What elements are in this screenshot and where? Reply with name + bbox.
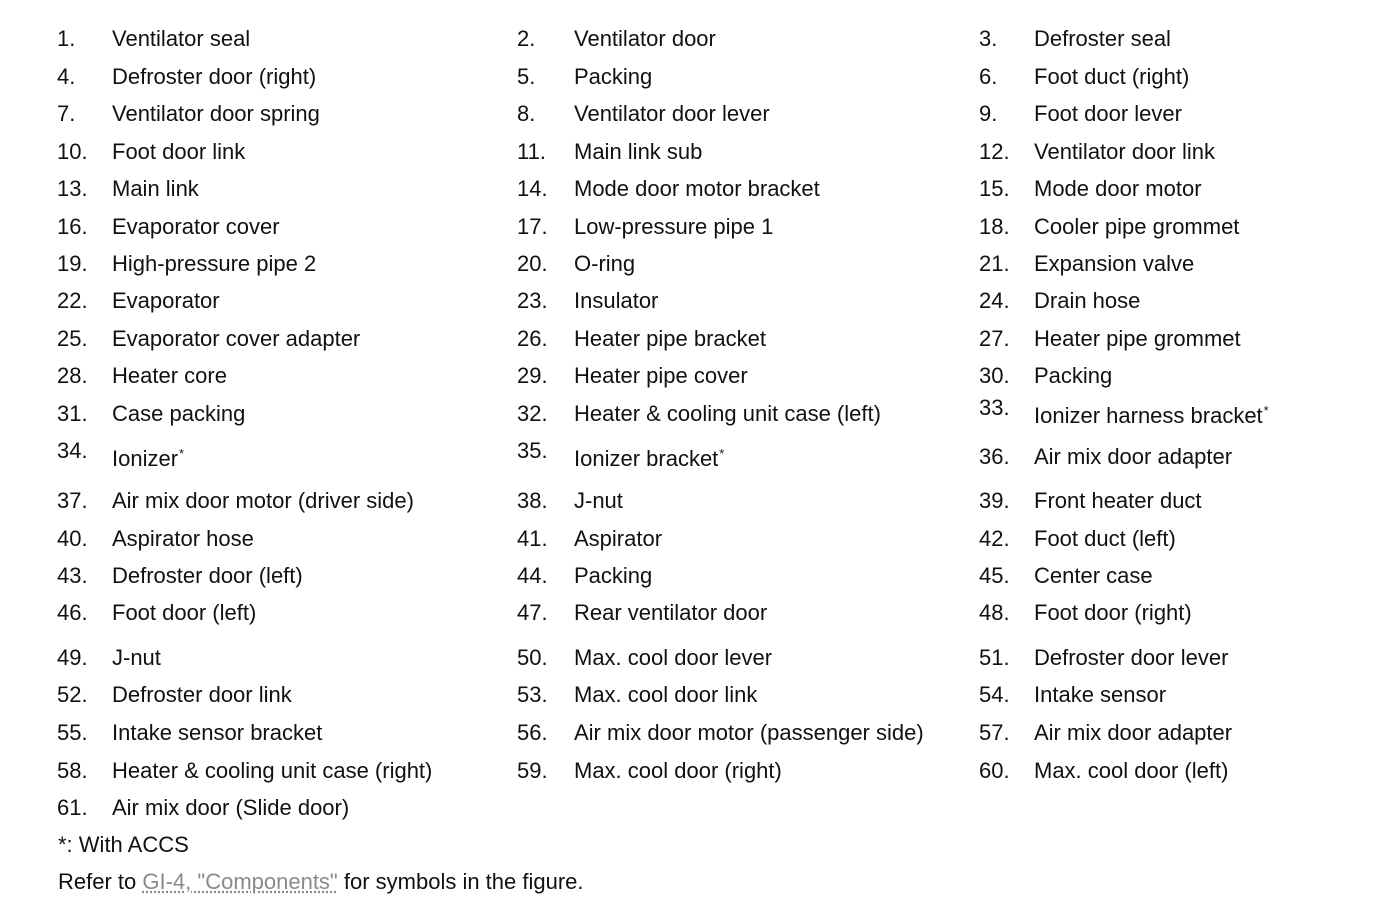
item-number: 54.: [979, 682, 1010, 707]
item-label-text: Heater pipe cover: [574, 363, 748, 388]
legend-row: [0, 756, 1376, 786]
item-label: [1034, 212, 1239, 242]
item-label-text: High-pressure pipe 2: [112, 251, 317, 276]
item-label: [574, 361, 748, 391]
item-label-text: Evaporator cover: [112, 214, 280, 239]
item-label-text: Foot door lever: [1034, 101, 1182, 126]
item-label-text: Ionizer bracket: [574, 446, 719, 471]
item-label-text: Heater & cooling unit case (right): [112, 758, 433, 783]
refer-note: [58, 867, 584, 897]
item-label-text: Ionizer harness bracket: [1034, 403, 1263, 428]
item-label: [112, 561, 303, 591]
item-label-text: Aspirator: [574, 526, 663, 551]
item-label-text: Ventilator door lever: [574, 101, 770, 126]
item-number: 59.: [517, 758, 548, 783]
item-label: [574, 137, 702, 167]
legend-row: [0, 561, 1376, 591]
item-label: [112, 62, 316, 92]
item-label-text: Intake sensor bracket: [112, 720, 323, 745]
item-label-text: Mode door motor bracket: [574, 176, 820, 201]
item-label-text: Evaporator cover adapter: [112, 326, 361, 351]
item-number: 41.: [517, 526, 548, 551]
item-label-text: Air mix door motor (passenger side): [574, 720, 924, 745]
item-label-text: Heater & cooling unit case (left): [574, 401, 881, 426]
item-label-text: Foot duct (right): [1034, 64, 1190, 89]
item-number: 14.: [517, 176, 548, 201]
item-label-text: Packing: [1034, 363, 1113, 388]
item-number: 5.: [517, 64, 536, 89]
item-label-text: Max. cool door link: [574, 682, 758, 707]
item-label-text: Defroster door (right): [112, 64, 317, 89]
refer-prefix: Refer to: [58, 869, 143, 894]
item-label-text: Center case: [1034, 563, 1153, 588]
item-label: [574, 680, 757, 710]
item-label-text: Foot door link: [112, 139, 246, 164]
item-label-text: Foot duct (left): [1034, 526, 1176, 551]
item-number: 44.: [517, 563, 548, 588]
item-number: 60.: [979, 758, 1010, 783]
item-label-text: Air mix door (Slide door): [112, 795, 350, 820]
item-label-text: Ventilator door link: [1034, 139, 1215, 164]
item-number: 18.: [979, 214, 1010, 239]
item-number: 4.: [57, 64, 76, 89]
item-label-text: J-nut: [574, 488, 623, 513]
item-label: [1034, 137, 1215, 167]
item-label: [112, 793, 349, 823]
item-label-text: Defroster seal: [1034, 26, 1171, 51]
accs-asterisk: *: [1263, 402, 1269, 418]
legend-row: [0, 438, 1376, 472]
item-label: [574, 598, 767, 628]
item-label-text: O-ring: [574, 251, 636, 276]
item-label: [574, 399, 881, 429]
refer-suffix: for symbols in the figure.: [337, 869, 584, 894]
item-number: 32.: [517, 401, 548, 426]
item-label: [574, 99, 770, 129]
legend-row: [0, 680, 1376, 710]
item-label-text: Heater pipe bracket: [574, 326, 766, 351]
item-label: [112, 524, 254, 554]
item-number: 7.: [57, 101, 76, 126]
item-label-text: Packing: [574, 563, 653, 588]
item-label: [574, 324, 766, 354]
item-number: 9.: [979, 101, 998, 126]
item-label: [1034, 643, 1228, 673]
footnote-accs: *: With ACCS: [58, 832, 189, 857]
item-label-text: Main link sub: [574, 139, 703, 164]
item-number: 6.: [979, 64, 998, 89]
item-number: 31.: [57, 401, 88, 426]
item-label: [112, 598, 256, 628]
item-number: 39.: [979, 488, 1010, 513]
legend-row: [0, 249, 1376, 279]
item-label-text: Ionizer: [112, 446, 179, 471]
legend-row: [0, 643, 1376, 673]
item-label: [1034, 598, 1192, 628]
item-label-text: Rear ventilator door: [574, 600, 768, 625]
item-number: 15.: [979, 176, 1010, 201]
item-label-text: Max. cool door (left): [1034, 758, 1229, 783]
item-number: 48.: [979, 600, 1010, 625]
item-number: 57.: [979, 720, 1010, 745]
item-number: 55.: [57, 720, 88, 745]
item-label: [112, 444, 184, 474]
item-label: [1034, 324, 1241, 354]
legend-row: [0, 524, 1376, 554]
item-label: [112, 99, 320, 129]
legend-row: [0, 486, 1376, 516]
item-number: 19.: [57, 251, 88, 276]
item-number: 56.: [517, 720, 548, 745]
item-label: [574, 249, 635, 279]
item-label: [574, 286, 658, 316]
item-label-text: Air mix door motor (driver side): [112, 488, 414, 513]
item-number: 58.: [57, 758, 88, 783]
item-label: [1034, 442, 1232, 472]
legend-row: [0, 99, 1376, 129]
legend-row: [0, 793, 1376, 823]
item-number: 26.: [517, 326, 548, 351]
accs-asterisk: *: [719, 445, 725, 461]
item-label-text: Ventilator door spring: [112, 101, 320, 126]
item-number: 47.: [517, 600, 548, 625]
item-number: 45.: [979, 563, 1010, 588]
item-label-text: Defroster door lever: [1034, 645, 1229, 670]
item-label: [1034, 756, 1228, 786]
item-label: [574, 718, 924, 748]
item-label: [1034, 361, 1112, 391]
item-label: [112, 718, 322, 748]
item-number: 2.: [517, 26, 536, 51]
legend-row: [0, 174, 1376, 204]
item-label: [112, 249, 316, 279]
item-label: [1034, 401, 1269, 431]
item-label-text: Max. cool door lever: [574, 645, 773, 670]
item-label-text: Max. cool door (right): [574, 758, 782, 783]
item-number: 40.: [57, 526, 88, 551]
item-number: 3.: [979, 26, 998, 51]
item-label-text: Packing: [574, 64, 653, 89]
legend-row: [0, 286, 1376, 316]
item-number: 46.: [57, 600, 88, 625]
item-label-text: Case packing: [112, 401, 246, 426]
item-number: 13.: [57, 176, 88, 201]
item-label: [112, 137, 245, 167]
item-number: 37.: [57, 488, 88, 513]
item-label: [1034, 486, 1202, 516]
legend-row: [0, 718, 1376, 748]
item-label: [574, 444, 724, 474]
item-label: [112, 212, 280, 242]
item-label: [1034, 680, 1166, 710]
item-number: 38.: [517, 488, 548, 513]
item-label: [112, 24, 250, 54]
item-label: [1034, 174, 1202, 204]
item-number: 21.: [979, 251, 1010, 276]
item-number: 29.: [517, 363, 548, 388]
item-label: [1034, 24, 1171, 54]
item-label: [574, 524, 662, 554]
item-label: [1034, 286, 1140, 316]
item-number: 12.: [979, 139, 1010, 164]
item-label-text: Ventilator seal: [112, 26, 251, 51]
item-number: 33.: [979, 395, 1010, 420]
item-label-text: Foot door (right): [1034, 600, 1192, 625]
item-label-text: Evaporator: [112, 288, 220, 313]
item-label-text: Heater core: [112, 363, 227, 388]
item-number: 36.: [979, 444, 1010, 469]
item-number: 20.: [517, 251, 548, 276]
legend-row: [0, 361, 1376, 391]
item-label: [1034, 524, 1176, 554]
item-label-text: Front heater duct: [1034, 488, 1202, 513]
legend-row: [0, 324, 1376, 354]
item-label-text: Main link: [112, 176, 199, 201]
item-label-text: Air mix door adapter: [1034, 444, 1233, 469]
item-number: 24.: [979, 288, 1010, 313]
legend-row: [0, 137, 1376, 167]
item-label: [1034, 249, 1194, 279]
item-number: 1.: [57, 26, 76, 51]
item-label: [1034, 718, 1232, 748]
item-label-text: Air mix door adapter: [1034, 720, 1233, 745]
item-label-text: Drain hose: [1034, 288, 1141, 313]
item-number: 11.: [517, 139, 546, 164]
item-label: [574, 174, 820, 204]
item-number: 49.: [57, 645, 88, 670]
item-label-text: Defroster door (left): [112, 563, 303, 588]
item-number: 28.: [57, 363, 88, 388]
item-number: 22.: [57, 288, 88, 313]
item-number: 61.: [57, 795, 88, 820]
item-label-text: Expansion valve: [1034, 251, 1195, 276]
item-number: 42.: [979, 526, 1010, 551]
item-label-text: J-nut: [112, 645, 161, 670]
legend-row: [0, 62, 1376, 92]
components-link[interactable]: GI-4, "Components": [142, 869, 338, 894]
item-label: [112, 643, 161, 673]
item-label-text: Heater pipe grommet: [1034, 326, 1241, 351]
accs-asterisk: *: [179, 445, 185, 461]
item-label: [574, 756, 782, 786]
item-number: 10.: [57, 139, 88, 164]
item-number: 30.: [979, 363, 1010, 388]
item-label: [574, 62, 652, 92]
legend-row: [0, 212, 1376, 242]
item-label: [1034, 99, 1182, 129]
item-number: 52.: [57, 682, 88, 707]
item-label-text: Intake sensor: [1034, 682, 1167, 707]
item-label: [112, 756, 432, 786]
item-label: [574, 212, 773, 242]
item-label: [112, 286, 220, 316]
item-label: [574, 561, 652, 591]
item-label: [112, 361, 227, 391]
item-number: 34.: [57, 438, 88, 463]
item-number: 27.: [979, 326, 1010, 351]
item-label: [112, 486, 414, 516]
item-label: [574, 643, 772, 673]
item-label: [1034, 62, 1189, 92]
item-label: [112, 399, 245, 429]
item-label-text: Insulator: [574, 288, 659, 313]
item-number: 53.: [517, 682, 548, 707]
item-number: 51.: [979, 645, 1010, 670]
item-number: 43.: [57, 563, 88, 588]
item-number: 25.: [57, 326, 88, 351]
item-label-text: Ventilator door: [574, 26, 716, 51]
item-label-text: Cooler pipe grommet: [1034, 214, 1240, 239]
item-label-text: Aspirator hose: [112, 526, 254, 551]
item-label-text: Foot door (left): [112, 600, 257, 625]
item-label-text: Defroster door link: [112, 682, 292, 707]
legend-row: [0, 395, 1376, 429]
item-label: [574, 24, 716, 54]
item-number: 23.: [517, 288, 548, 313]
item-label-text: Mode door motor: [1034, 176, 1202, 201]
item-number: 35.: [517, 438, 548, 463]
legend-row: [0, 24, 1376, 54]
item-label: [112, 324, 360, 354]
item-label: [112, 174, 199, 204]
legend-row: [0, 598, 1376, 628]
item-label-text: Low-pressure pipe 1: [574, 214, 774, 239]
item-label: [574, 486, 623, 516]
item-number: 17.: [517, 214, 548, 239]
item-number: 8.: [517, 101, 536, 126]
item-label: [1034, 561, 1153, 591]
item-number: 50.: [517, 645, 548, 670]
item-label: [112, 680, 292, 710]
item-number: 16.: [57, 214, 88, 239]
